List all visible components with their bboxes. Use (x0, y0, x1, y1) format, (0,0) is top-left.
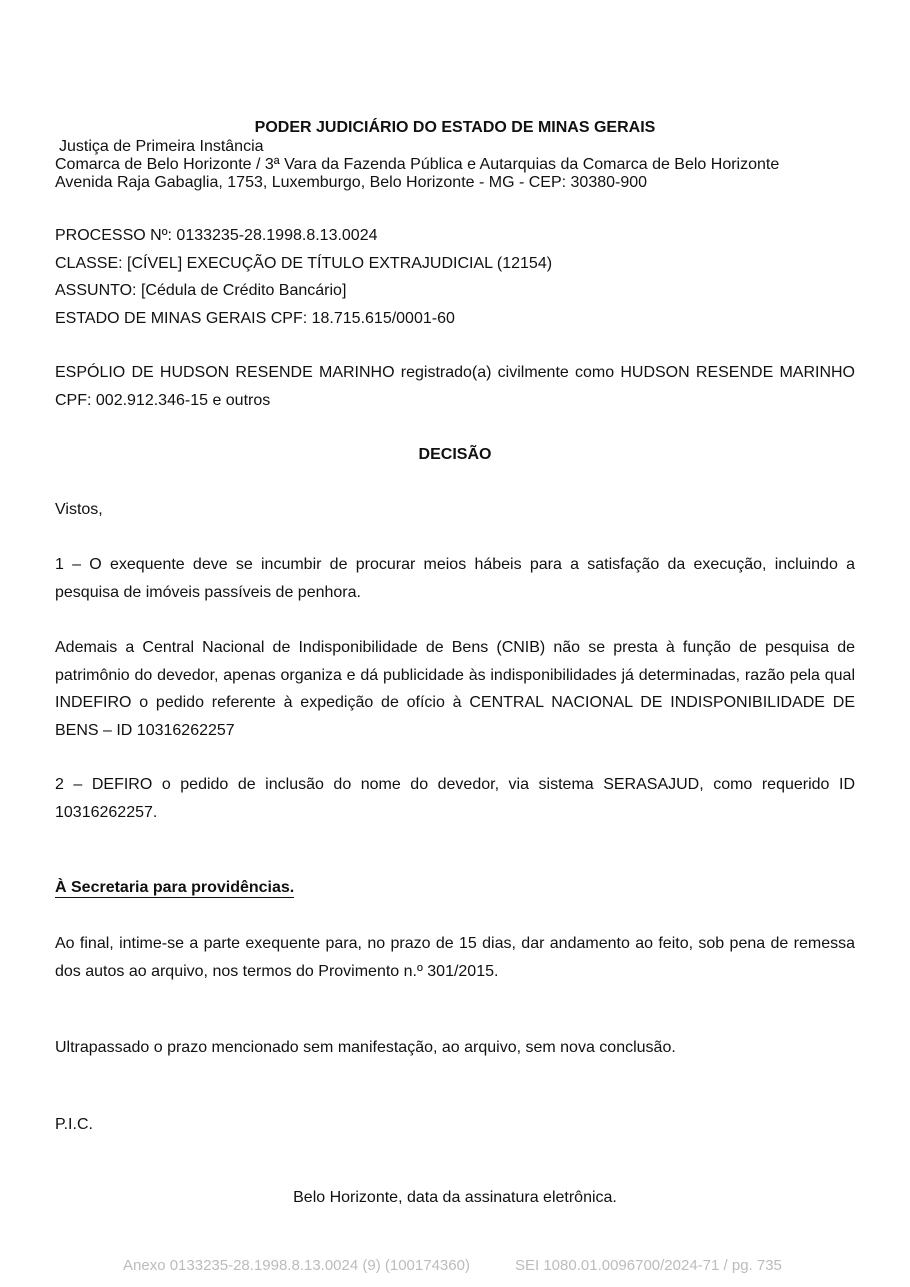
pic: P.I.C. (55, 1116, 93, 1133)
court-instance: Justiça de Primeira Instância (59, 138, 264, 155)
court-info (55, 138, 855, 192)
process-number: PROCESSO Nº: 0133235-28.1998.8.13.0024 (55, 227, 378, 244)
footer-annex: Anexo 0133235-28.1998.8.13.0024 (9) (100174360) (123, 1257, 470, 1274)
process-subject: ASSUNTO: [Cédula de Crédito Bancário] (55, 282, 347, 300)
court-name: Comarca de Belo Horizonte / 3ª Vara da Fazenda Pública e Autarquias da Comarca de Belo Horizonte (55, 156, 780, 173)
signature-line: Belo Horizonte, data da assinatura eletrônica. (293, 1189, 617, 1206)
paragraph-ultrapassado: Ultrapassado o prazo mencionado sem manifestação, ao arquivo, sem nova conclusão. (55, 1039, 676, 1056)
secretaria-heading: À Secretaria para providências. (55, 879, 295, 896)
process-class: CLASSE: [CÍVEL] EXECUÇÃO DE TÍTULO EXTRAJUDICIAL (12154) (55, 254, 553, 272)
paragraph-item-2: 2 – DEFIRO o pedido de inclusão do nome do devedor, via sistema SERASAJUD, como requerido ID 10316262257. (55, 776, 855, 821)
defendant-info: ESPÓLIO DE HUDSON RESENDE MARINHO registrado(a) civilmente como HUDSON RESENDE MARINHO CPF: 002.912.346-15 e outros (55, 364, 855, 409)
court-address: Avenida Raja Gabaglia, 1753, Luxemburgo, Belo Horizonte - MG - CEP: 30380-900 (55, 174, 648, 191)
paragraph-item-1: 1 – O exequente deve se incumbir de procurar meios hábeis para a satisfação da execução, incluindo a pesquisa de imóveis passíveis de penhora. (55, 556, 855, 601)
process-plaintiff: ESTADO DE MINAS GERAIS CPF: 18.715.615/0001-60 (55, 309, 455, 327)
footer-sei: SEI 1080.01.0096700/2024-71 / pg. 735 (515, 1257, 782, 1274)
process-info (55, 222, 855, 332)
greeting: Vistos, (55, 501, 103, 518)
decision-title: DECISÃO (418, 446, 492, 463)
paragraph-cnib: Ademais a Central Nacional de Indisponibilidade de Bens (CNIB) não se presta à função de pesquisa de patrimônio do devedor, apenas organiza e dá publicidade às indisponibilidades já determinadas, razão pela qual INDEFIRO o pedido referente à expedição de ofício à CENTRAL NACIONAL DE INDISPONIBILIDADE DE BENS – ID 10316262257 (55, 639, 855, 739)
paragraph-final: Ao final, intime-se a parte exequente para, no prazo de 15 dias, dar andamento ao feito, sob pena de remessa dos autos ao arquivo, nos termos do Provimento n.º 301/2015. (55, 935, 855, 980)
court-title: PODER JUDICIÁRIO DO ESTADO DE MINAS GERAIS (254, 119, 656, 136)
secretaria-block (55, 878, 855, 898)
